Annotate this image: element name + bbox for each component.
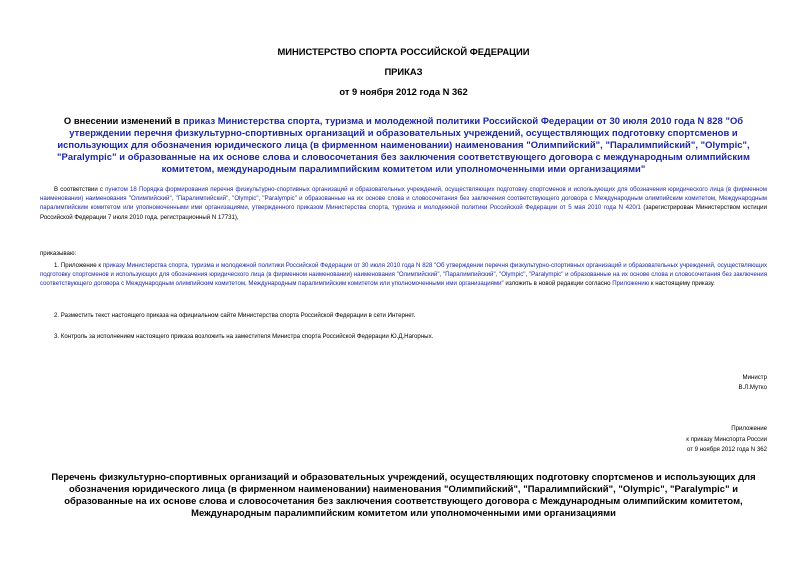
doc-type-heading: ПРИКАЗ xyxy=(384,66,423,77)
item-2-paragraph: 2. Разместить текст настоящего приказа на официальном сайте Министерства спорта Российской Федерации в сети Интернет. xyxy=(54,312,416,319)
item-1-text-1: 1. Приложение к xyxy=(54,262,103,269)
item-1-paragraph xyxy=(40,261,767,289)
appendix-ref: к приказу Минспорта России xyxy=(686,436,767,443)
procedure-link[interactable]: пунктом 18 Порядка формирования перечня физкультурно-спортивных организаций и образовательных учреждений, осуществляющих подготовку спортсменов и использующих для обозначения юридического лица (в фирменном наименовании) наименования "Олимпийский", "Паралимпийский", "Olympic", "Paralympic" и образованные на их основе слова и словосочетания без заключения соответствующего договора с Международным олимпийским комитетом, Международным паралимпийским комитетом или уполномоченными ими организациями, утвержденного приказом Министерства спорта, туризма и молодежной политики Российской Федерации от 5 мая 2010 года N 420/1 xyxy=(40,186,767,212)
signature-name: В.Л.Мутко xyxy=(738,384,767,391)
appendix-link[interactable]: Приложению xyxy=(612,280,650,288)
ministry-heading: МИНИСТЕРСТВО СПОРТА РОССИЙСКОЙ ФЕДЕРАЦИИ xyxy=(277,46,530,57)
amended-order-link[interactable]: приказ Министерства спорта, туризма и молодежной политики Российской Федерации от 30 июля 2010 года N 828 "Об утверждении перечня физкультурно-спортивных организаций и образовательных учреждений, осуществляющих подготовку спортсменов и использующих для обозначения юридического лица (в фирменном наименовании) наименования "Олимпийский", "Паралимпийский", "Olympic", "Paralympic" и образованные на их основе слова и словосочетания без заключения соответствующего договора с международным олимпийским комитетом, международным паралимпийским комитетом или уполномоченными ими организациями" xyxy=(57,115,750,174)
appendix-date: от 9 ноября 2012 года N 362 xyxy=(686,446,767,453)
preamble-text-1: В соответствии с xyxy=(54,186,106,193)
date-number-heading: от 9 ноября 2012 года N 362 xyxy=(339,86,468,97)
item-1-text-3: к настоящему приказу. xyxy=(649,280,715,288)
order-828-link[interactable]: приказу Министерства спорта, туризма и молодежной политики Российской Федерации от 30 июля 2010 года N 828 "Об утверждении перечня физкультурно-спортивных организаций и образовательных учреждений, осуществляющих подготовку спортсменов и использующих для обозначения юридического лица (в фирменном наименовании) наименования "Олимпийский", "Паралимпийский", "Olympic", "Paralympic" и образованные на их основе слова и словосочетания без заключения соответствующего договора с Международным олимпийским комитетом, Международным паралимпийским комитетом или уполномоченными ими организациями" xyxy=(40,262,767,288)
order-title-prefix: О внесении изменений в xyxy=(63,115,184,126)
order-title xyxy=(40,115,767,175)
preamble-paragraph xyxy=(40,185,767,222)
preamble-text-2: (зарегистрирован Министерством юстиции Российской Федерации 7 июля 2010 года, регистрационный N 17731), xyxy=(40,204,767,221)
appendix-label: Приложение xyxy=(731,425,767,432)
item-3-paragraph: 3. Контроль за исполнением настоящего приказа возложить на заместителя Министра спорта Российской Федерации Ю.Д.Нагорных. xyxy=(54,333,434,340)
item-1-text-2: изложить в новой редакции согласно xyxy=(503,280,613,288)
order-word: приказываю: xyxy=(40,250,77,257)
signature-position: Министр xyxy=(742,374,767,381)
appendix-title: Перечень физкультурно-спортивных организаций и образовательных учреждений, осуществляющих подготовку спортсменов и использующих для обозначения юридического лица (в фирменном наименовании) наименования "Олимпийский", "Паралимпийский", "Olympic", "Paralympic" и образованные на их основе слова и словосочетания без заключения соответствующего договора с Международным олимпийским комитетом, Международным паралимпийским комитетом или уполномоченными ими организациями xyxy=(51,471,756,518)
